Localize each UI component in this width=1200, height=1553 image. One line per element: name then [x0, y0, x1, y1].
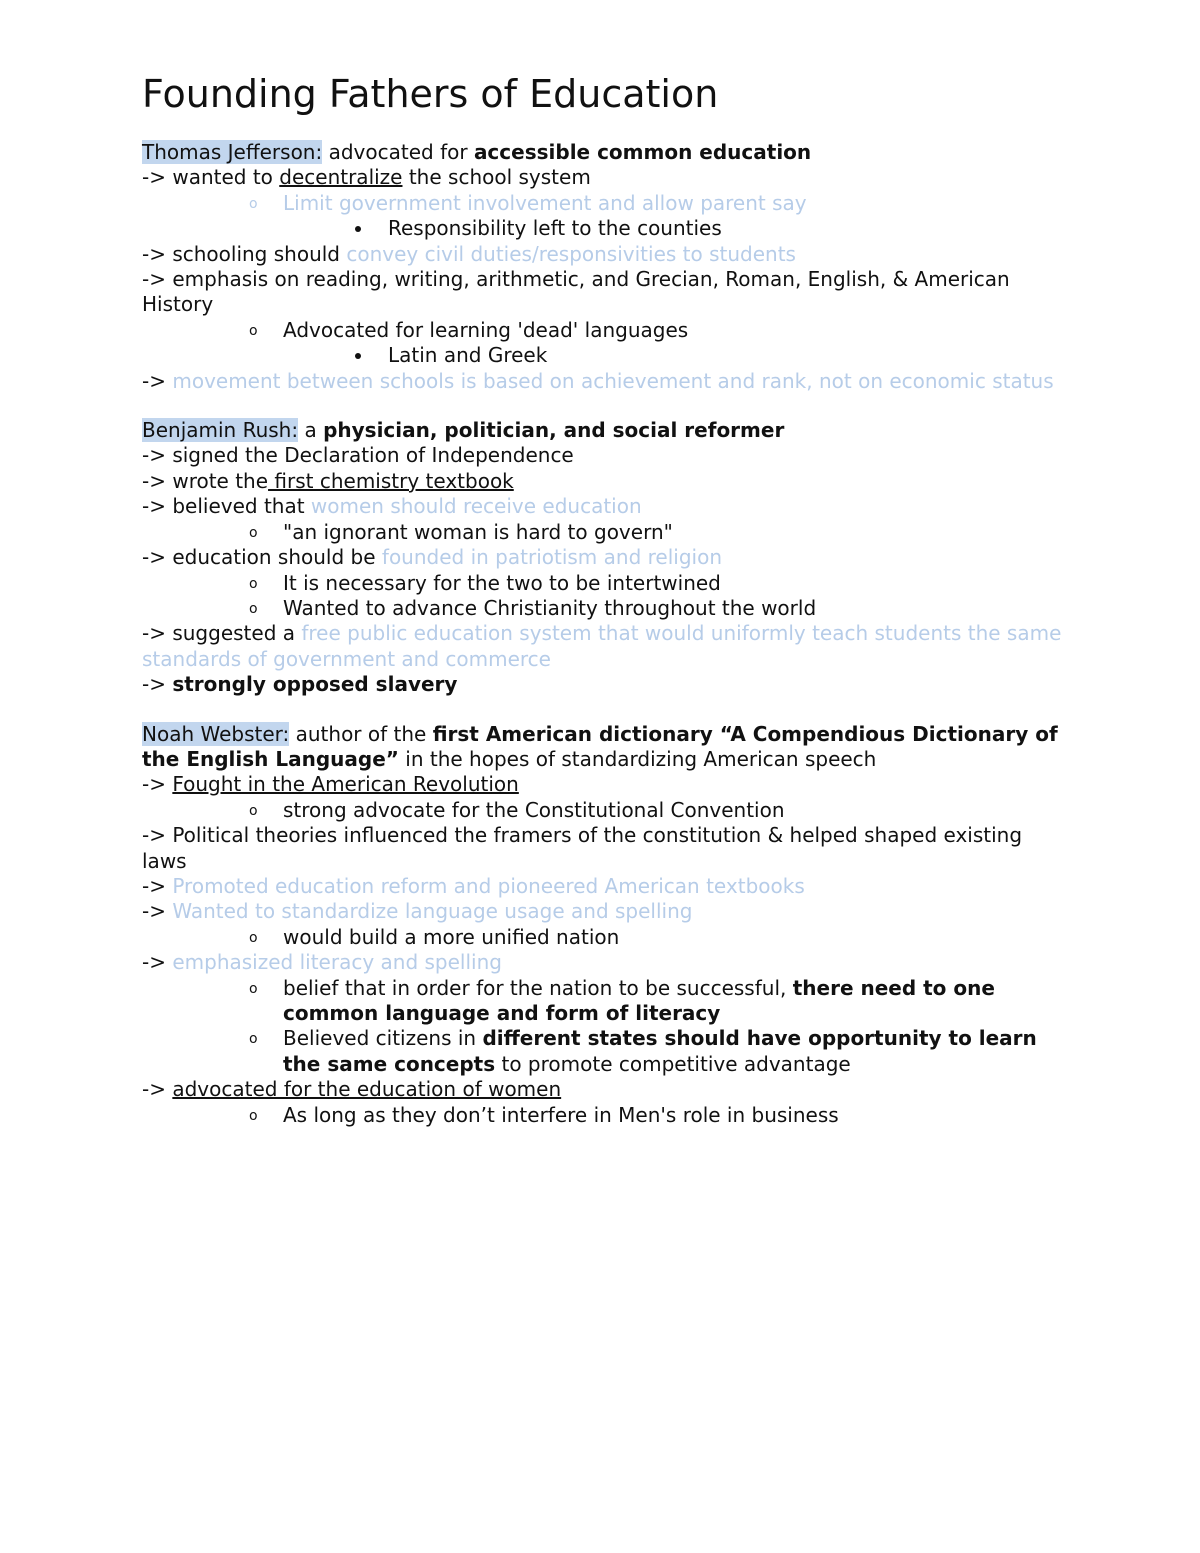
jefferson-point-4: -> movement between schools is based on achievement and rank, not on economic status	[142, 368, 1054, 393]
jefferson-name: Thomas Jefferson:	[142, 140, 323, 164]
webster-point-2: -> Political theories influenced the framers of the constitution & helped shaped existing laws	[142, 823, 1023, 873]
jefferson-point-3: -> emphasis on reading, writing, arithmetic, and Grecian, Roman, English, & American History	[142, 267, 1010, 317]
webster-point-1: -> Fought in the American Revolution	[142, 772, 519, 797]
jefferson-point-1: -> wanted to decentralize the school system	[142, 165, 591, 190]
rush-subpoint: o "an ignorant woman is hard to govern"	[142, 520, 1062, 545]
webster-point-4: -> Wanted to standardize language usage and spelling	[142, 899, 693, 924]
section-jefferson	[142, 140, 1062, 394]
jefferson-subpoint: o Limit government involvement and allow parent say	[142, 191, 1062, 216]
webster-heading: Noah Webster: author of the first American dictionary “A Compendious Dictionary of the English Language” in the hopes of standardizing American speech	[142, 721, 1058, 771]
rush-point-2: -> wrote the first chemistry textbook	[142, 468, 514, 493]
rush-subpoint: o It is necessary for the two to be intertwined	[142, 571, 1062, 596]
section-webster	[142, 722, 1062, 1129]
rush-point-4: -> education should be founded in patriotism and religion	[142, 545, 722, 570]
webster-subpoint: o As long as they don’t interfere in Men's role in business	[142, 1103, 1062, 1128]
webster-subpoint: o would build a more unified nation	[142, 925, 1062, 950]
webster-subpoint: o strong advocate for the Constitutional Convention	[142, 798, 1062, 823]
webster-point-5: -> emphasized literacy and spelling	[142, 950, 502, 975]
jefferson-subpoint: o Advocated for learning 'dead' languages	[142, 318, 1062, 343]
rush-point-6: -> strongly opposed slavery	[142, 672, 458, 697]
rush-point-5: -> suggested a free public education system that would uniformly teach students the same standards of government and commerce	[142, 621, 1062, 671]
section-spacer	[142, 394, 1062, 418]
document-title: Founding Fathers of Education	[142, 72, 719, 116]
rush-point-1: -> signed the Declaration of Independence	[142, 443, 574, 468]
webster-point-3: -> Promoted education reform and pioneered American textbooks	[142, 873, 805, 898]
document-page	[142, 70, 1062, 1128]
section-rush	[142, 418, 1062, 697]
webster-subpoint: o Believed citizens in different states should have opportunity to learn the same concepts to promote competitive advantage	[142, 1026, 1062, 1077]
webster-point-6: -> advocated for the education of women	[142, 1077, 562, 1102]
webster-subpoint: o belief that in order for the nation to be successful, there need to one common language and form of literacy	[142, 976, 1062, 1027]
webster-name: Noah Webster:	[142, 721, 290, 746]
jefferson-heading: Thomas Jefferson: advocated for accessible common education	[142, 140, 812, 164]
rush-name: Benjamin Rush:	[142, 418, 299, 443]
rush-subpoint: o Wanted to advance Christianity throughout the world	[142, 596, 1062, 621]
rush-heading: Benjamin Rush: a physician, politician, and social reformer	[142, 418, 785, 443]
rush-point-3: -> believed that women should receive education	[142, 494, 642, 519]
jefferson-subsubpoint: Responsibility left to the counties	[142, 216, 1062, 241]
jefferson-point-2: -> schooling should convey civil duties/responsivities to students	[142, 241, 796, 266]
section-spacer	[142, 698, 1062, 722]
jefferson-subsubpoint: Latin and Greek	[142, 343, 1062, 368]
